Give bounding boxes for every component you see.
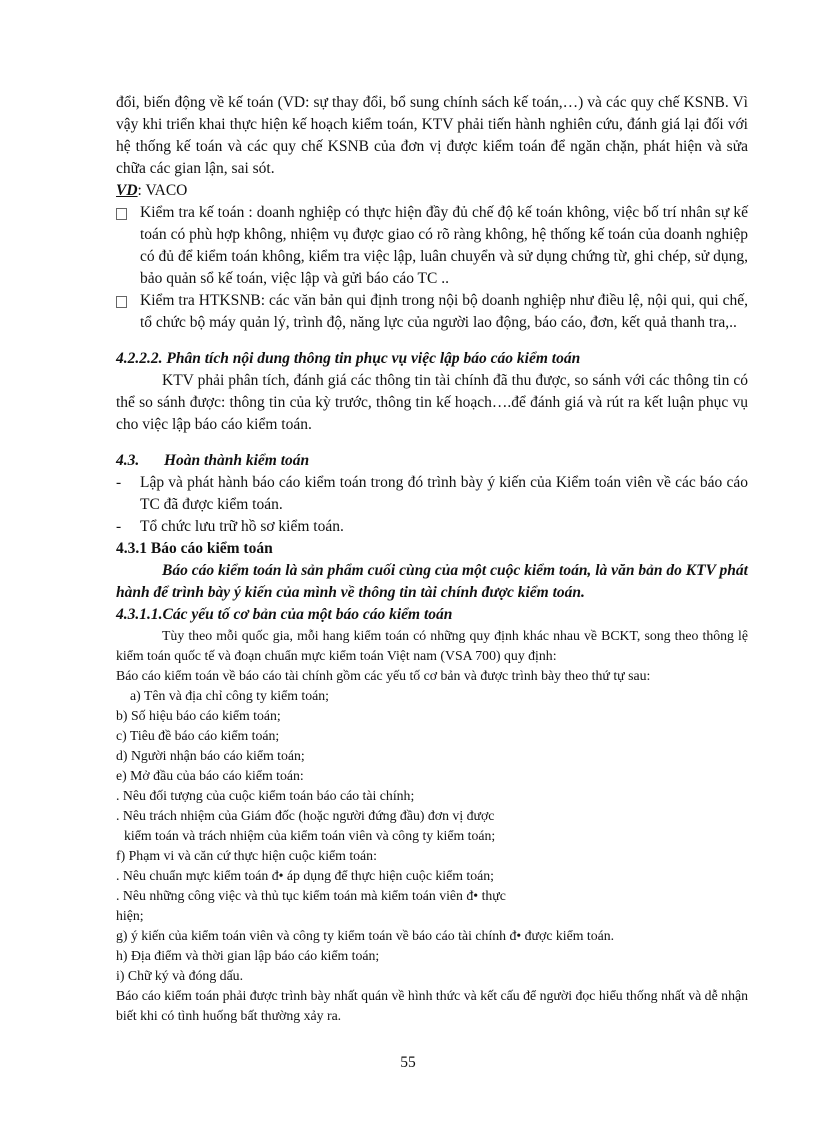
heading-43-number: 4.3. xyxy=(116,452,140,469)
heading-4222: 4.2.2.2. Phân tích nội dung thông tin phục vụ việc lập báo cáo kiểm toán xyxy=(116,350,581,367)
document-body xyxy=(116,92,748,1026)
list-line: f) Phạm vi và căn cứ thực hiện cuộc kiểm toán: xyxy=(116,848,377,863)
list-line: hiện; xyxy=(116,908,144,923)
paragraph-4222: KTV phải phân tích, đánh giá các thông tin tài chính đã thu được, so sánh với các thông tin có thể so sánh được: thông tin của kỳ trước, thông tin kế hoạch….để đánh giá và rút ra kết luận phục vụ cho việc lập báo cáo kiểm toán. xyxy=(116,372,748,433)
bullet-text: Kiểm tra kế toán : doanh nghiệp có thực hiện đầy đủ chế độ kế toán không, việc bố trí nhân sự kế toán có phù hợp không, nhiệm vụ được giao có rõ ràng không, hệ thống kế toán của doanh nghiệp có đủ để kiểm toán không, kiểm tra việc lập, luân chuyển và sử dụng chứng từ, ghi chép, sử dụng, bảo quản sổ kế toán, việc lập và gửi báo cáo TC .. xyxy=(140,204,748,287)
list-line: . Nêu chuẩn mực kiểm toán đ• áp dụng để thực hiện cuộc kiểm toán; xyxy=(116,868,495,883)
list-line: h) Địa điểm và thời gian lập báo cáo kiểm toán; xyxy=(116,948,380,963)
list-line: a) Tên và địa chỉ công ty kiểm toán; xyxy=(130,688,329,703)
vd-value: : VACO xyxy=(137,182,188,199)
paragraph-431: Báo cáo kiểm toán là sản phẩm cuối cùng của một cuộc kiểm toán, là văn bản do KTV phát hành để trình bày ý kiến của mình về thông tin tài chính được kiểm toán. xyxy=(116,562,748,601)
heading-4311: 4.3.1.1.Các yếu tố cơ bản của một báo cáo kiểm toán xyxy=(116,606,453,623)
list-line: e) Mở đầu của báo cáo kiểm toán: xyxy=(116,768,304,783)
list-line: i) Chữ ký và đóng dấu. xyxy=(116,968,244,983)
list-line: b) Số hiệu báo cáo kiểm toán; xyxy=(116,708,281,723)
list-line: . Nêu những công việc và thủ tục kiểm toán mà kiểm toán viên đ• thực xyxy=(116,888,506,903)
heading-43 xyxy=(116,450,748,472)
checkbox-bullet-icon xyxy=(116,296,127,308)
vd-label: VD xyxy=(116,182,138,199)
list-line: g) ý kiến của kiểm toán viên và công ty kiểm toán về báo cáo tài chính đ• được kiểm toán. xyxy=(116,928,615,943)
heading-43-title: Hoàn thành kiểm toán xyxy=(164,452,310,469)
list-line: d) Người nhận báo cáo kiểm toán; xyxy=(116,748,305,763)
dash-text: Tổ chức lưu trữ hồ sơ kiểm toán. xyxy=(140,518,344,535)
list-line: . Nêu đối tượng của cuộc kiểm toán báo cáo tài chính; xyxy=(116,788,415,803)
list-line: Báo cáo kiểm toán về báo cáo tài chính gồm các yếu tố cơ bản và được trình bày theo thứ tự sau: xyxy=(116,668,651,683)
dash-text: Lập và phát hành báo cáo kiểm toán trong đó trình bày ý kiến của Kiểm toán viên về các báo cáo TC đã được kiểm toán. xyxy=(140,474,748,513)
heading-431: 4.3.1 Báo cáo kiểm toán xyxy=(116,540,273,557)
bullet-item xyxy=(116,202,748,290)
page-number: 55 xyxy=(400,1054,416,1071)
checkbox-bullet-icon xyxy=(116,208,127,220)
dash-item: - Tổ chức lưu trữ hồ sơ kiểm toán. xyxy=(116,516,748,538)
list-line: Báo cáo kiểm toán phải được trình bày nhất quán về hình thức và kết cấu để người đọc hiểu thống nhất và dễ nhận biết khi có tình huống bất thường xảy ra. xyxy=(116,988,748,1023)
bullet-item xyxy=(116,290,748,334)
paragraph-4311: Tùy theo mỗi quốc gia, mỗi hang kiểm toán có những quy định khác nhau về BCKT, song theo thông lệ kiểm toán quốc tế và đoạn chuẩn mực kiểm toán Việt nam (VSA 700) quy định: xyxy=(116,628,748,663)
list-line: c) Tiêu đề báo cáo kiểm toán; xyxy=(116,728,280,743)
dash-item: - Lập và phát hành báo cáo kiểm toán trong đó trình bày ý kiến của Kiểm toán viên về các báo cáo TC đã được kiểm toán. xyxy=(116,472,748,516)
list-line: . Nêu trách nhiệm của Giám đốc (hoặc người đứng đầu) đơn vị được xyxy=(116,808,495,823)
bullet-text: Kiểm tra HTKSNB: các văn bản qui định trong nội bộ doanh nghiệp như điều lệ, nội qui, qui chế, tổ chức bộ máy quản lý, trình độ, năng lực của người lao động, báo cáo, đơn, kết quả thanh tra,.. xyxy=(140,292,748,331)
intro-paragraph: đổi, biến động về kế toán (VD: sự thay đổi, bổ sung chính sách kế toán,…) và các quy chế KSNB. Vì vậy khi triển khai thực hiện kế hoạch kiểm toán, KTV phải tiến hành nghiên cứu, đánh giá lại đối với hệ thống kế toán và các quy chế KSNB của đơn vị được kiểm toán để ngăn chặn, phát hiện và sửa chữa các gian lận, sai sót. xyxy=(116,94,748,177)
list-line: kiểm toán và trách nhiệm của kiểm toán viên và công ty kiểm toán; xyxy=(124,828,496,843)
vd-line xyxy=(116,180,748,202)
